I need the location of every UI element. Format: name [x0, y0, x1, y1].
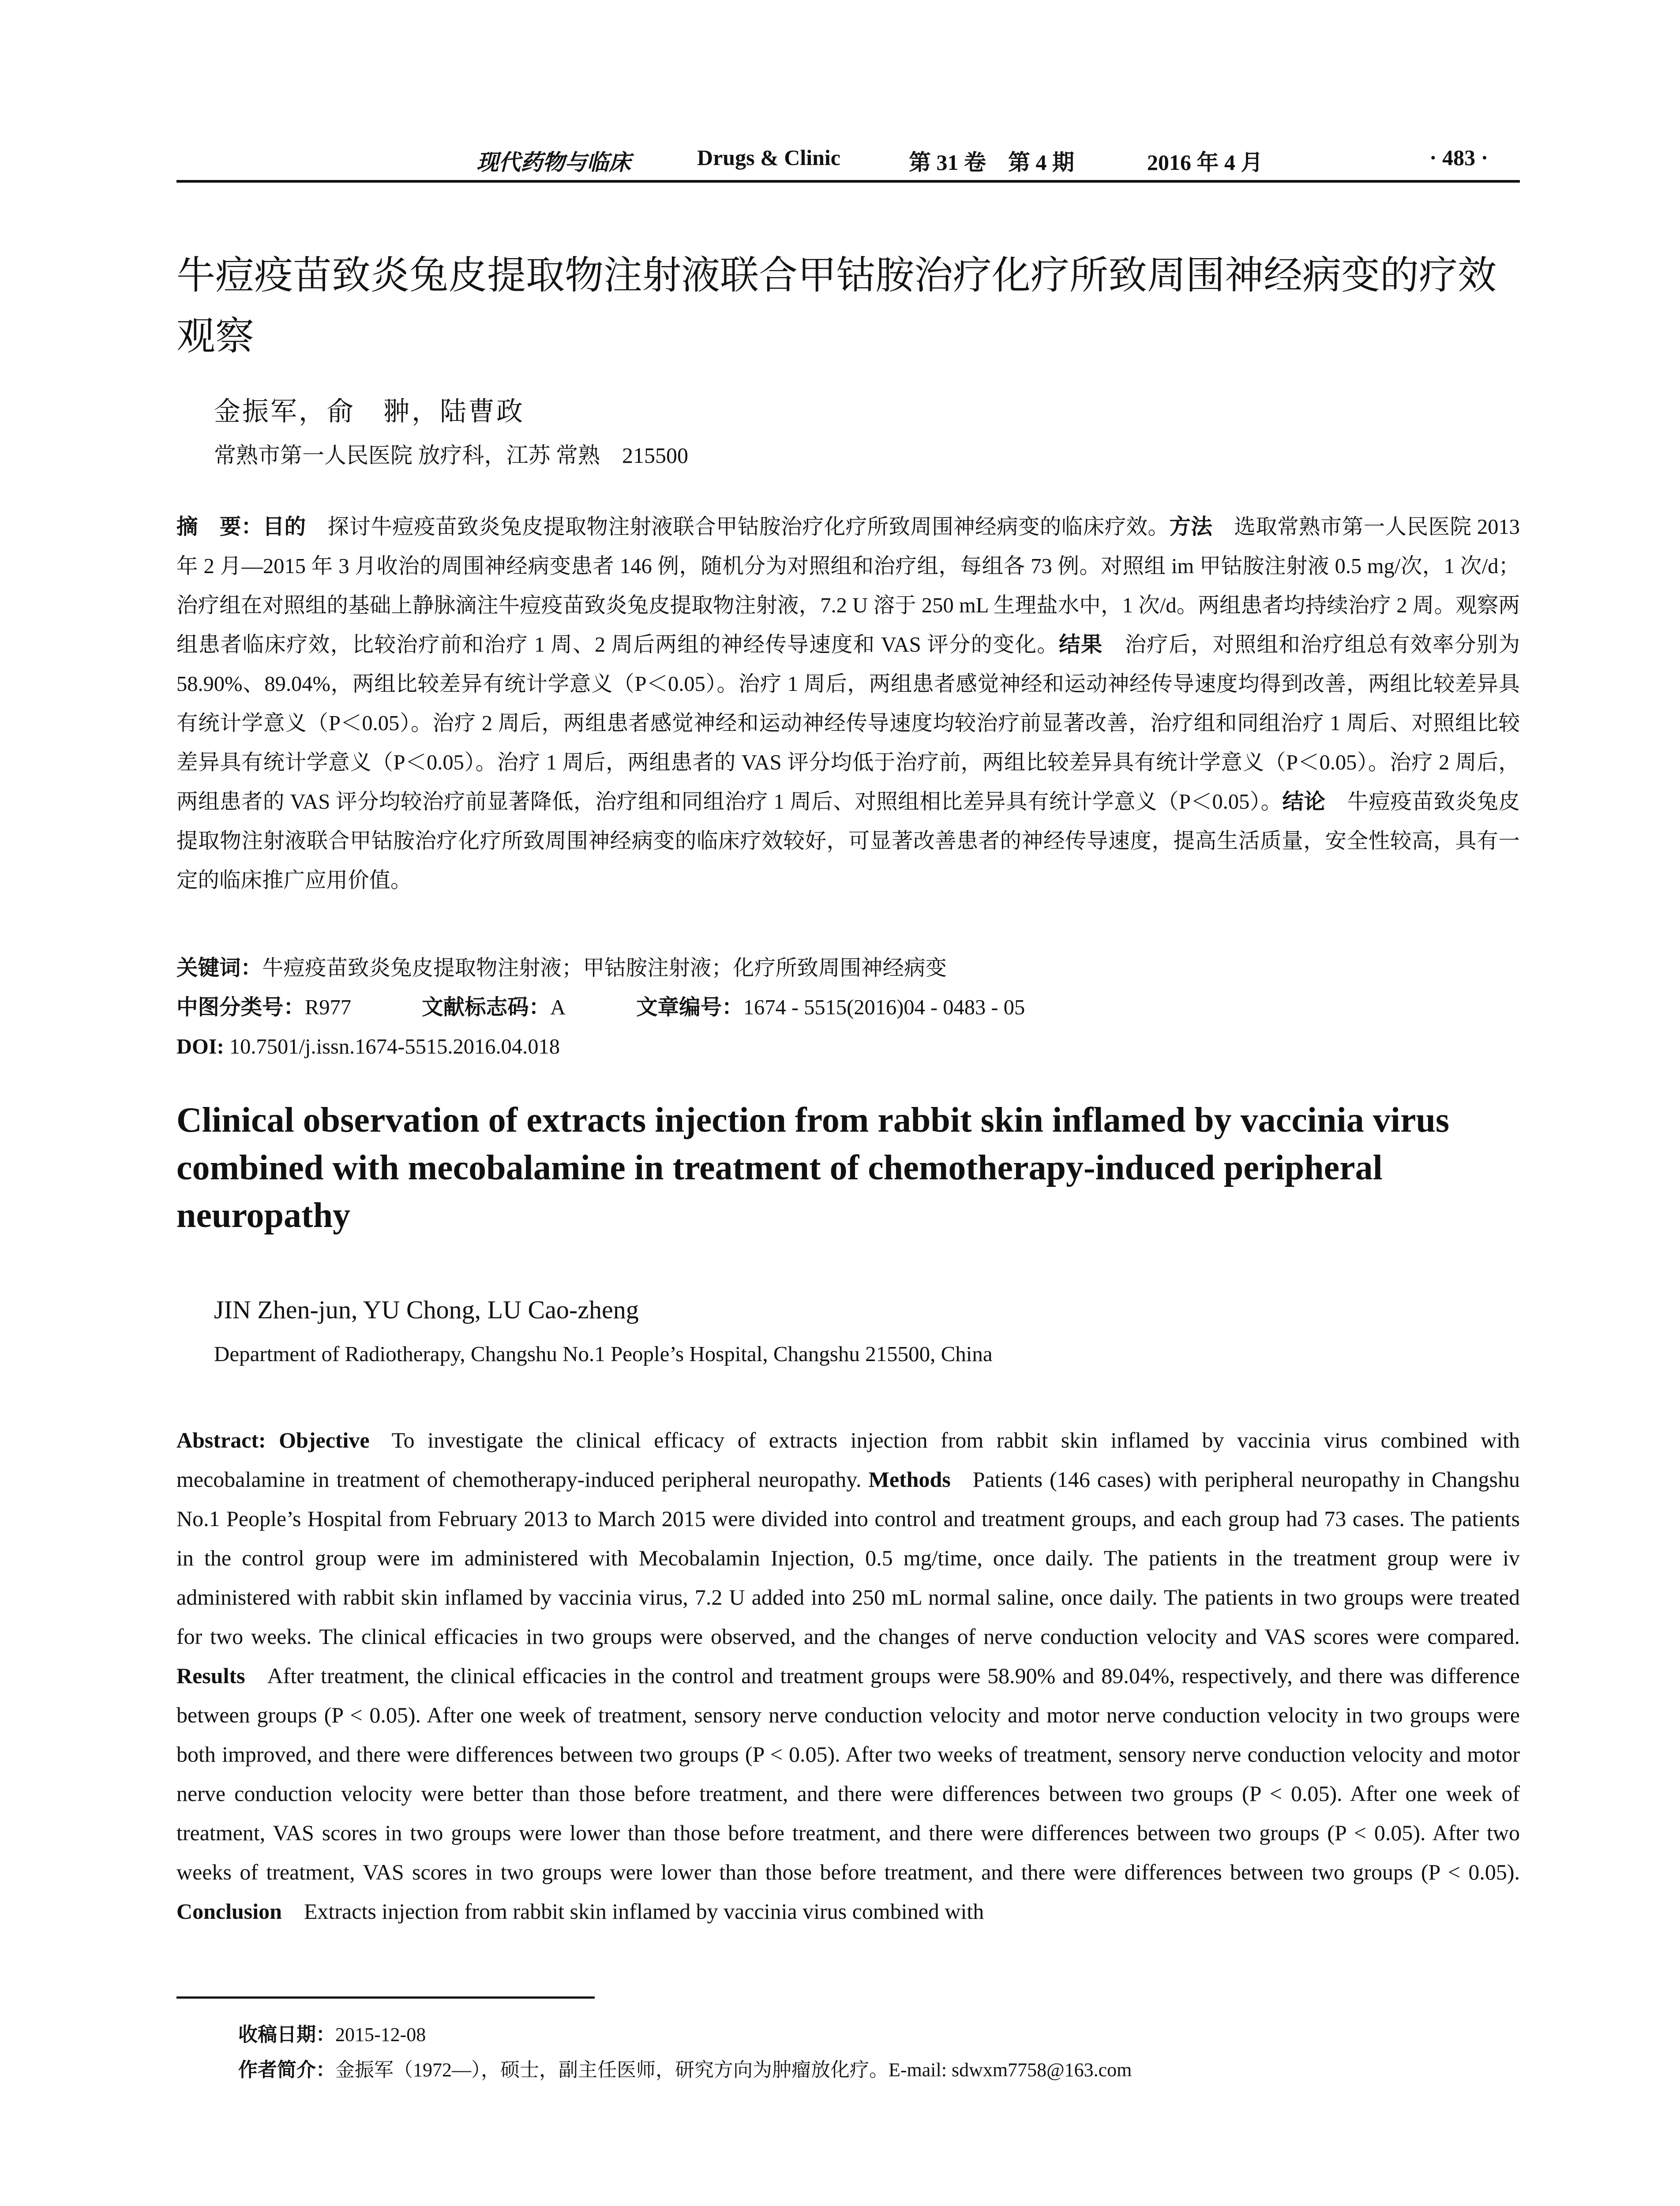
- results-en-label: Results: [176, 1663, 245, 1688]
- keywords-cn-text: 牛痘疫苗致炎兔皮提取物注射液；甲钴胺注射液；化疗所致周围神经病变: [262, 957, 947, 980]
- methods-cn-label: 方法: [1169, 514, 1213, 539]
- footnote-author-bio: [238, 2054, 1132, 2082]
- received-date: 2015-12-08: [335, 2024, 426, 2045]
- footnote-received: [238, 2018, 426, 2047]
- methods-cn-text: 选取常熟市第一人民医院 2013 年 2 月—2015 年 3 月收治的周围神经病变患者 146 例，随机分为对照组和治疗组，每组各 73 例。对照组 im 甲钴胺注射液 0.5 mg/次，1 次/d；治疗组在对照组的基础上静脉滴注牛痘疫苗致炎兔皮提取物注射液，7.2 U 溶于 250 mL 生理盐水中，1 次/d。两组患者均持续治疗 2 周。观察两组患者临床疗效，比较治疗前和治疗 1 周、2 周后两组的神经传导速度和 VAS 评分的变化。: [176, 515, 1520, 657]
- conclusion-en-text: Extracts injection from rabbit skin inflamed by vaccinia virus combined with: [304, 1899, 984, 1924]
- doi-label: DOI:: [176, 1035, 224, 1058]
- clc-value: R977: [305, 996, 352, 1019]
- doc-code-label: 文献标志码：: [422, 995, 551, 1020]
- abstract-cn: [176, 507, 1520, 900]
- abstract-cn-label: 摘 要：: [176, 514, 263, 539]
- article-title-en: Clinical observation of extracts injection from rabbit skin inflamed by vaccinia virus combined with mecobalamine in treatment of chemotherapy-induced peripheral neuropathy: [176, 1101, 1450, 1235]
- volume-issue: 第 31 卷 第 4 期: [909, 150, 1074, 175]
- conclusion-cn-label: 结论: [1282, 789, 1326, 814]
- doi-line: [176, 1027, 560, 1066]
- page-number: · 483 ·: [1429, 145, 1489, 170]
- results-cn-label: 结果: [1059, 632, 1103, 657]
- authors-en: JIN Zhen-jun, YU Chong, LU Cao-zheng: [214, 1295, 639, 1324]
- article-title-cn: 牛痘疫苗致炎兔皮提取物注射液联合甲钴胺治疗化疗所致周围神经病变的疗效观察: [176, 252, 1497, 359]
- conclusion-en-label: Conclusion: [176, 1899, 282, 1924]
- article-number-label: 文章编号：: [636, 995, 743, 1020]
- methods-en-text: Patients (146 cases) with peripheral neuropathy in Changshu No.1 People’s Hospital from February 2013 to March 2015 were divided into control and treatment groups, and each group had 73 cases. The patients in the control group were im administered with Mecobalamin Injection, 0.5 mg/time, once daily. The patients in the treatment group were iv administered with rabbit skin inflamed by vaccinia virus, 7.2 U added into 250 mL normal saline, once daily. The patients in two groups were treated for two weeks. The clinical efficacies in two groups were observed, and the changes of nerve conduction velocity and VAS scores were compared.: [176, 1467, 1520, 1649]
- author-bio-label: 作者简介：: [238, 2059, 335, 2081]
- conclusion-cn-text: 牛痘疫苗致炎兔皮提取物注射液联合甲钴胺治疗化疗所致周围神经病变的临床疗效较好，可显著改善患者的神经传导速度，提高生活质量，安全性较高，具有一定的临床推广应用价值。: [176, 790, 1520, 892]
- affiliation-en: Department of Radiotherapy, Changshu No.1 People’s Hospital, Changshu 215500, China: [214, 1342, 993, 1366]
- received-label: 收稿日期：: [238, 2023, 335, 2046]
- objective-cn-text: 探讨牛痘疫苗致炎兔皮提取物注射液联合甲钴胺治疗化疗所致周围神经病变的临床疗效。: [327, 515, 1170, 539]
- clc-label: 中图分类号：: [176, 995, 305, 1020]
- objective-cn-label: 目的: [262, 514, 306, 539]
- journal-name-cn: 现代药物与临床: [476, 150, 631, 175]
- doi-value: 10.7501/j.issn.1674-5515.2016.04.018: [229, 1035, 560, 1058]
- results-en-text: After treatment, the clinical efficacies in the control and treatment groups were 58.90% and 89.04%, respectively, and there was difference between groups (P < 0.05). After one week of treatment, sensory nerve conduction velocity and motor nerve conduction velocity in two groups were both improved, and there were differences between two groups (P < 0.05). After two weeks of treatment, sensory nerve conduction velocity and motor nerve conduction velocity were better than those before treatment, and there were differences between two groups (P < 0.05). After one week of treatment, VAS scores in two groups were lower than those before treatment, and there were differences between two groups (P < 0.05). After two weeks of treatment, VAS scores in two groups were lower than those before treatment, and there were differences between two groups (P < 0.05).: [176, 1663, 1520, 1884]
- article-number-value: 1674 - 5515(2016)04 - 0483 - 05: [743, 996, 1025, 1019]
- keywords-cn: [176, 949, 947, 988]
- objective-en-label: Objective: [279, 1428, 370, 1452]
- footnote-divider: [176, 1996, 595, 1999]
- objective-en-text: To investigate the clinical efficacy of extracts injection from rabbit skin inflamed by vaccinia virus combined with mecobalamine in treatment of chemotherapy-induced peripheral neuropathy.: [176, 1428, 1520, 1492]
- running-header: [176, 140, 1520, 183]
- journal-name-en: Drugs & Clinic: [697, 145, 840, 170]
- author-bio-text: 金振军（1972—），硕士，副主任医师，研究方向为肿瘤放化疗。E-mail: sdwxm7758@163.com: [335, 2059, 1132, 2081]
- issue-date: 2016 年 4 月: [1147, 150, 1263, 175]
- doc-code-value: A: [550, 996, 566, 1019]
- abstract-en: [176, 1421, 1520, 1931]
- classification-line: [176, 988, 1025, 1027]
- keywords-cn-label: 关键词：: [176, 956, 262, 980]
- abstract-en-label: Abstract:: [176, 1428, 266, 1452]
- authors-cn: 金振军，俞 翀，陆曹政: [214, 397, 525, 426]
- methods-en-label: Methods: [868, 1467, 951, 1492]
- results-cn-text: 治疗后，对照组和治疗组总有效率分别为 58.90%、89.04%，两组比较差异有统计学意义（P＜0.05）。治疗 1 周后，两组患者感觉神经和运动神经传导速度均得到改善，两组比较差异具有统计学意义（P＜0.05）。治疗 2 周后，两组患者感觉神经和运动神经传导速度均较治疗前显著改善，治疗组和同组治疗 1 周后、对照组比较差异具有统计学意义（P＜0.05）。治疗 1 周后，两组患者的 VAS 评分均低于治疗前，两组比较差异具有统计学意义（P＜0.05）。治疗 2 周后，两组患者的 VAS 评分均较治疗前显著降低，治疗组和同组治疗 1 周后、对照组相比差异具有统计学意义（P＜0.05）。: [176, 633, 1520, 814]
- affiliation-cn: 常熟市第一人民医院 放疗科，江苏 常熟 215500: [214, 443, 688, 468]
